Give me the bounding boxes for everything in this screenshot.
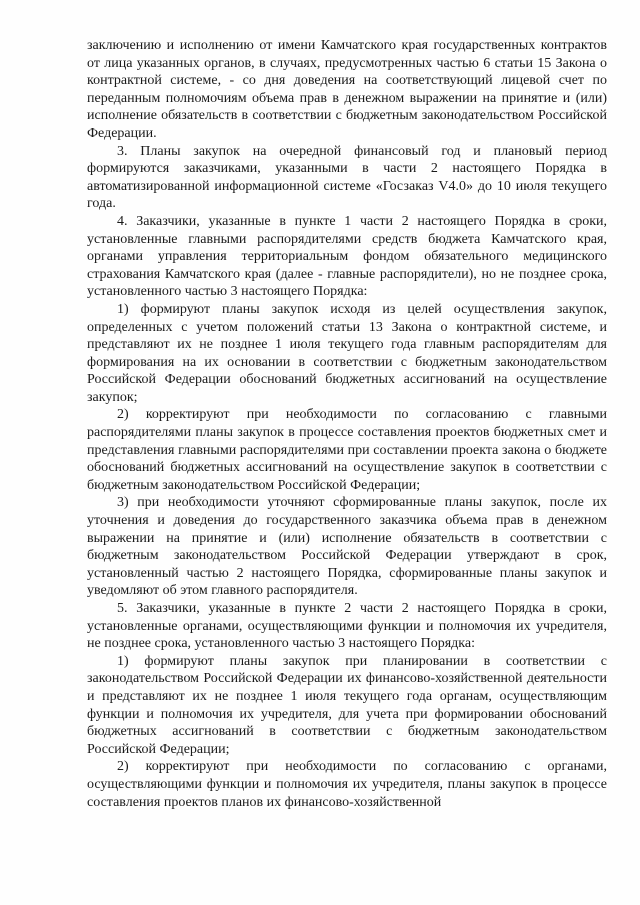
paragraph-item-4: 4. Заказчики, указанные в пункте 1 части 2 настоящего Порядка в сроки, установленные главными распорядителями средств бюджета Камчатского края, органами управления территориальным фондом обязательного медицинского страхования Камчатского края (далее - главные распорядители), но не позднее срока, установленного частью 3 настоящего Порядка:	[87, 213, 607, 300]
paragraph-item-4-1: 1) формируют планы закупок исходя из целей осуществления закупок, определенных с учетом положений статьи 13 Закона о контрактной системе, и представляют их не позднее 1 июля текущего года главным распорядителям для формирования на их основании в соответствии с бюджетным законодательством Российской Федерации обоснований бюджетных ассигнований на осуществление закупок;	[87, 301, 607, 405]
document-body	[87, 37, 607, 811]
paragraph-item-3: 3. Планы закупок на очередной финансовый год и плановый период формируются заказчиками, указанными в части 2 настоящего Порядка в автоматизированной информационной системе «Госзаказ V4.0» до 10 июля текущего года.	[87, 143, 607, 212]
paragraph-item-4-2: 2) корректируют при необходимости по согласованию с главными распорядителями планы закупок в процессе составления проектов бюджетных смет и представления главными распорядителями при составлении проекта закона о бюджете обоснований бюджетных ассигнований на осуществление закупок в соответствии с бюджетным законодательством Российской Федерации;	[87, 407, 607, 493]
paragraph-item-5: 5. Заказчики, указанные в пункте 2 части 2 настоящего Порядка в сроки, установленные органами, осуществляющими функции и полномочия их учредителя, не позднее срока, установленного частью 3 настоящего Порядка:	[87, 601, 607, 652]
paragraph-item-5-2: 2) корректируют при необходимости по согласованию с органами, осуществляющими функции и полномочия их учредителя, планы закупок в процессе составления проектов планов их финансово-хозяйственной	[87, 759, 607, 810]
paragraph-item-5-1: 1) формируют планы закупок при планировании в соответствии с законодательством Российской Федерации их финансово-хозяйственной деятельности и представляют их не позднее 1 июля текущего года органам, осуществляющим функции и полномочия их учредителя, для учета при формировании обоснований бюджетных ассигнований в соответствии с бюджетным законодательством Российской Федерации;	[87, 653, 607, 757]
paragraph-item-4-3: 3) при необходимости уточняют сформированные планы закупок, после их уточнения и доведения до государственного заказчика объема прав в денежном выражении на принятие и (или) исполнение обязательств в соответствии с бюджетным законодательством Российской Федерации утверждают в срок, установленный частью 2 настоящего Порядка, сформированные планы закупок и уведомляют об этом главного распорядителя.	[87, 495, 607, 599]
paragraph-continuation: заключению и исполнению от имени Камчатского края государственных контрактов от лица указанных органов, в случаях, предусмотренных частью 6 статьи 15 Закона о контрактной системе, - со дня доведения на соответствующий лицевой счет по переданным полномочиям объема прав в денежном выражении на принятие и (или) исполнение обязательств в соответствии с бюджетным законодательством Российской Федерации.	[87, 38, 607, 141]
